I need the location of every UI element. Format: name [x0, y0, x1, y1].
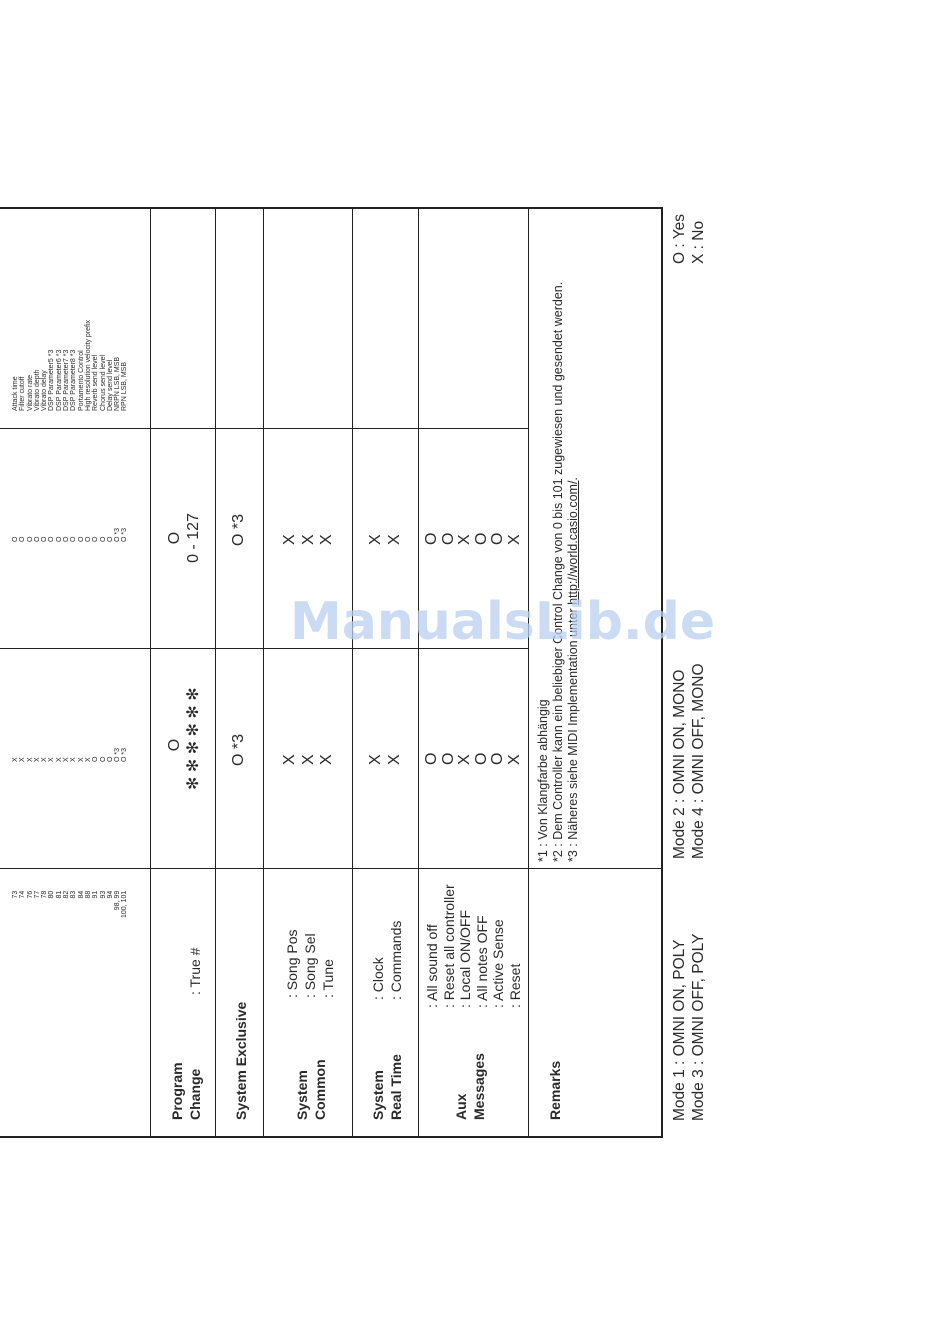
control-remarks-list — [12, 320, 129, 411]
control-transmitted-value: X — [41, 757, 49, 762]
aux-messages-transmitted-value: X — [505, 754, 523, 765]
control-remark: Attack time — [12, 376, 19, 411]
system-real-time-recognized-value: X — [385, 534, 403, 545]
system-common-label-line1: System — [294, 1070, 310, 1120]
control-remark: Chorus send level — [99, 354, 107, 411]
system-real-time-label-line1: System — [370, 1070, 386, 1120]
control-recognized-value: O — [41, 536, 49, 542]
column-divider — [0, 428, 529, 429]
aux-messages-recognized-value: X — [456, 534, 473, 545]
control-number: 83 — [70, 890, 78, 899]
system-common-items — [283, 930, 337, 999]
system-common-transmitted-value: X — [318, 754, 335, 765]
remarks-notes — [536, 282, 581, 862]
control-transmitted-value: O — [99, 756, 107, 762]
row-divider — [215, 208, 216, 1137]
program-change-transmitted — [166, 687, 203, 790]
mode-list-right — [670, 664, 708, 860]
legend-yes: O : Yes — [671, 214, 688, 264]
remarks-label: Remarks — [547, 1060, 563, 1120]
aux-messages-recognized-value: O — [489, 532, 506, 545]
system-real-time-item: : Clock — [370, 957, 386, 1000]
control-transmitted-value: X — [63, 757, 71, 762]
control-transmitted-value: X — [48, 757, 56, 762]
program-change-label-line1: Program — [169, 1062, 185, 1120]
control-remark: DSP Parameter8 *3 — [70, 349, 78, 411]
casio-midi-link[interactable]: http://world.casio.com/ — [566, 480, 580, 605]
aux-messages-items — [424, 884, 523, 1008]
row-divider — [528, 208, 529, 1137]
system-common-transmitted — [281, 754, 337, 765]
control-number: 80 — [48, 890, 56, 899]
system-real-time-transmitted — [367, 754, 404, 765]
legend — [670, 214, 708, 264]
system-common-recognized — [281, 534, 337, 545]
aux-messages-label-line1: Aux — [453, 1093, 469, 1120]
aux-message-item: : All notes OFF — [473, 915, 490, 1008]
system-real-time-label — [369, 1054, 405, 1120]
control-transmitted-value: O *3 — [121, 747, 129, 762]
control-transmitted-value: X — [26, 757, 34, 762]
aux-messages-recognized-value: O — [439, 532, 457, 545]
control-remark: RPN LSB, MSB — [121, 361, 129, 411]
system-common-recognized-value: X — [299, 534, 317, 545]
control-recognized-value: O — [12, 536, 19, 542]
program-change-label-line2: Change — [187, 1068, 203, 1120]
program-change-transmitted-line2: ✻ ✻ ✻ ✻ ✻ ✻ — [184, 687, 202, 790]
control-transmitted-value: O — [92, 756, 100, 762]
aux-message-item: : Reset all controller — [440, 884, 457, 1008]
control-number: 76 — [26, 890, 34, 899]
control-recognized-list — [12, 528, 129, 542]
aux-messages-transmitted-value: O — [423, 752, 440, 765]
control-number: 82 — [63, 890, 71, 899]
control-remark: Filter cutoff — [19, 376, 27, 411]
control-recognized-value: O — [48, 536, 56, 542]
system-exclusive-recognized: O *3 — [230, 513, 247, 546]
aux-message-item: : Reset — [506, 963, 523, 1008]
control-remark: Vibrato delay — [41, 370, 49, 411]
aux-messages-transmitted-value: O — [439, 752, 457, 765]
control-number: 93 — [99, 890, 107, 899]
control-remark: Vibrato depth — [33, 369, 41, 411]
control-transmitted-value: X — [12, 757, 19, 762]
column-divider — [0, 868, 662, 869]
aux-message-item: : Active Sense — [490, 919, 506, 1008]
control-number: 77 — [33, 890, 41, 899]
table-bottom-border — [0, 1136, 663, 1138]
aux-messages-label — [452, 1053, 488, 1120]
remark-note-3-text: *3 : Näheres siehe MIDI Implementation unter — [566, 604, 580, 862]
system-common-recognized-value: X — [281, 534, 298, 545]
aux-messages-recognized-value: O — [472, 532, 490, 545]
control-transmitted-value: X — [19, 757, 27, 762]
remark-note: *2 : Dem Controller kann ein beliebiger Control Change von 0 bis 101 zugewiesen und gesendet werden. — [551, 281, 565, 862]
control-remark: DSP Parameter5 *3 — [48, 349, 56, 411]
control-transmitted-value: X — [55, 757, 63, 762]
program-change-recognized — [166, 508, 203, 568]
system-common-transmitted-value: X — [281, 754, 298, 765]
control-recognized-value: O — [26, 536, 34, 542]
system-real-time-label-line2: Real Time — [388, 1054, 404, 1120]
row-divider — [263, 208, 264, 1137]
aux-messages-transmitted-value: O — [489, 752, 506, 765]
control-remark: High resolution velocity prefix — [84, 319, 92, 411]
control-remark: Portamento Control — [77, 350, 85, 411]
remark-note-3-end: . — [566, 477, 580, 481]
control-remark: Vibrato rate — [26, 374, 34, 411]
control-recognized-value: O — [77, 536, 85, 542]
aux-messages-transmitted — [424, 753, 523, 765]
system-common-item: : Song Sel — [302, 933, 318, 998]
system-real-time-transmitted-value: X — [385, 754, 403, 765]
control-recognized-value: O *3 — [121, 527, 129, 542]
control-recognized-value: O — [106, 536, 114, 542]
control-transmitted-value: X — [70, 757, 78, 762]
system-real-time-transmitted-value: X — [367, 754, 384, 765]
control-number: 74 — [19, 890, 27, 899]
table-right-border — [661, 207, 663, 1138]
system-common-recognized-value: X — [318, 534, 335, 545]
control-recognized-value: O — [84, 536, 92, 542]
row-divider — [352, 208, 353, 1137]
aux-message-item: : All sound off — [424, 924, 440, 1008]
mode-3: Mode 3 : OMNI OFF, POLY — [690, 933, 707, 1121]
row-divider — [150, 208, 151, 1137]
legend-no: X : No — [690, 220, 707, 264]
control-recognized-value: O — [63, 536, 71, 542]
aux-messages-transmitted-value: X — [456, 754, 473, 765]
control-number: 84 — [77, 890, 85, 899]
control-number: 98, 99 — [114, 890, 122, 911]
control-recognized-value: O — [99, 536, 107, 542]
control-number: 91 — [92, 890, 100, 899]
mode-2: Mode 2 : OMNI ON, MONO — [671, 669, 688, 859]
program-change-label — [168, 1062, 204, 1120]
control-number: 100, 101 — [121, 890, 129, 918]
control-numbers-list — [12, 891, 129, 918]
control-recognized-value: O — [92, 536, 100, 542]
mode-4: Mode 4 : OMNI OFF, MONO — [690, 663, 707, 859]
system-common-label — [293, 1059, 329, 1120]
control-number: 78 — [41, 890, 49, 899]
aux-messages-label-line2: Messages — [471, 1053, 487, 1120]
row-divider — [418, 208, 419, 1137]
program-change-transmitted-line1: O — [166, 738, 183, 752]
control-remark: DSP Parameter6 *3 — [55, 349, 63, 411]
system-exclusive-transmitted: O *3 — [230, 733, 247, 766]
system-real-time-recognized — [367, 534, 404, 545]
control-remark: Reverb send level — [92, 354, 100, 411]
control-transmitted-value: O *3 — [114, 747, 122, 762]
program-change-true-label: : True # — [187, 947, 203, 995]
control-number: 73 — [12, 890, 19, 899]
system-exclusive-label: System Exclusive — [233, 1001, 249, 1120]
system-common-item: : Tune — [320, 959, 336, 998]
control-recognized-value: O — [33, 536, 41, 542]
control-transmitted-value: O — [106, 756, 114, 762]
control-transmitted-list — [12, 748, 129, 762]
program-change-recognized-line1: O — [166, 531, 183, 545]
control-recognized-value: O — [70, 536, 78, 542]
control-remark: Delay send level — [106, 359, 114, 411]
system-real-time-item: : Commands — [388, 920, 404, 1000]
system-common-label-line2: Common — [312, 1059, 328, 1120]
aux-message-item: : Local ON/OFF — [457, 909, 473, 1008]
aux-messages-recognized-value: X — [505, 534, 523, 545]
system-common-transmitted-value: X — [299, 754, 317, 765]
control-recognized-value: O — [19, 536, 27, 542]
control-transmitted-value: X — [33, 757, 41, 762]
remark-note: *1 : Von Klangfarbe abhängig — [536, 699, 550, 862]
aux-messages-transmitted-value: O — [472, 752, 490, 765]
system-common-item: : Song Pos — [284, 929, 300, 998]
program-change-recognized-line2: 0 - 127 — [184, 513, 202, 563]
control-number: 81 — [55, 890, 63, 899]
mode-1: Mode 1 : OMNI ON, POLY — [671, 939, 688, 1121]
control-transmitted-value: X — [77, 757, 85, 762]
system-real-time-recognized-value: X — [367, 534, 384, 545]
system-real-time-items — [369, 921, 405, 1000]
table-top-border — [0, 207, 663, 209]
control-recognized-value: O — [55, 536, 63, 542]
control-number: 88 — [84, 890, 92, 899]
remark-note-3 — [566, 282, 581, 862]
control-remark: DSP Parameter7 *3 — [63, 349, 71, 411]
control-number: 94 — [106, 890, 114, 899]
aux-messages-recognized — [424, 533, 523, 545]
watermark-logo: ManualsLib.de — [290, 592, 716, 652]
control-remark: NRPN LSB, MSB — [114, 356, 122, 411]
control-transmitted-value: X — [84, 757, 92, 762]
control-recognized-value: O *3 — [114, 527, 122, 542]
aux-messages-recognized-value: O — [423, 532, 440, 545]
mode-list-left — [670, 934, 708, 1121]
